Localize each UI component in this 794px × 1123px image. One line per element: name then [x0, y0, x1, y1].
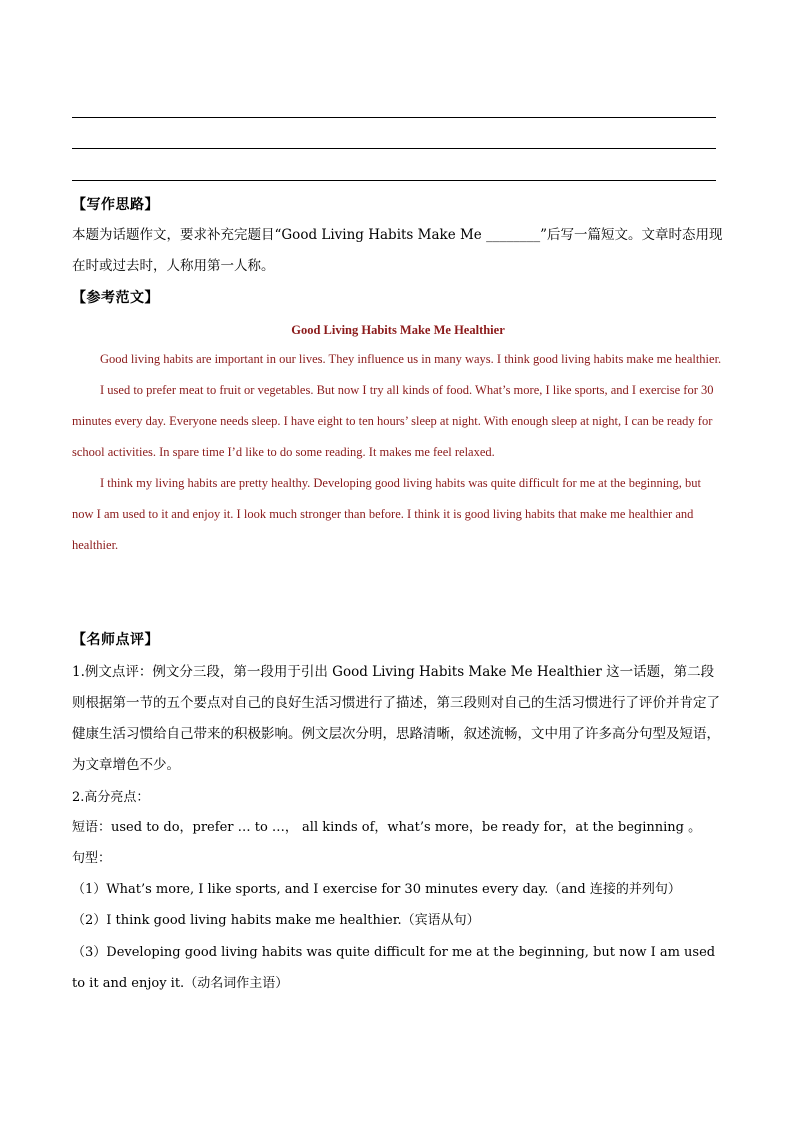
approach-text: 本题为话题作文，要求补充完题目“Good Living Habits Make Me ________”后写一篇短文。文章时态用现在时或过去时，人称用第一人称。	[72, 227, 723, 274]
review-sentence-3: （3）Developing good living habits was quite difficult for me at the beginning, but now I am used to it and enjoy it.（动名词作主语）	[72, 945, 716, 991]
review-phrases: 短语：used to do，prefer … to …， all kinds of，what’s more，be ready for，at the beginning 。	[72, 820, 702, 835]
essay-paragraph: I think my living habits are pretty healthy. Developing good living habits was quite difficult for me at the beginning, but now I am used to it and enjoy it. I look much stronger than before. I think it is good living habits that make me healthier and healthier.	[72, 476, 701, 552]
sample-heading: 【参考范文】	[72, 290, 159, 306]
essay-paragraph: I used to prefer meat to fruit or vegetables. But now I try all kinds of food. What’s more, I like sports, and I exercise for 30 minutes every day. Everyone needs sleep. I have eight to ten hours’ sleep at night. With enough sleep at night, I can be ready for school activities. In spare time I’d like to do some reading. It makes me feel relaxed.	[72, 383, 714, 459]
essay-title: Good Living Habits Make Me Healthier	[291, 323, 505, 337]
review-point-1: 1.例文点评：例文分三段，第一段用于引出 Good Living Habits Make Me Healthier 这一话题，第二段则根据第一节的五个要点对自己的良好生活习惯进行了描述，第三段则对自己的生活习惯进行了评价并肯定了健康生活习惯给自己带来的积极影响。例文层次分明，思路清晰，叙述流畅，文中用了许多高分句型及短语，为文章增色不少。	[72, 664, 720, 773]
review-point-2: 2.高分亮点：	[72, 790, 150, 805]
review-heading: 【名师点评】	[72, 632, 159, 648]
review-sentence-2: （2）I think good living habits make me healthier.（宾语从句）	[72, 913, 480, 928]
review-sentences-label: 句型：	[72, 851, 112, 866]
answer-line-2	[72, 148, 716, 149]
essay-paragraph: Good living habits are important in our lives. They influence us in many ways. I think good living habits make me healthier.	[100, 352, 722, 366]
answer-line-3	[72, 180, 716, 181]
answer-line-1	[72, 117, 716, 118]
approach-heading: 【写作思路】	[72, 197, 159, 213]
review-sentence-1: （1）What’s more, I like sports, and I exercise for 30 minutes every day.（and 连接的并列句）	[72, 882, 681, 897]
essay-body	[72, 344, 724, 561]
